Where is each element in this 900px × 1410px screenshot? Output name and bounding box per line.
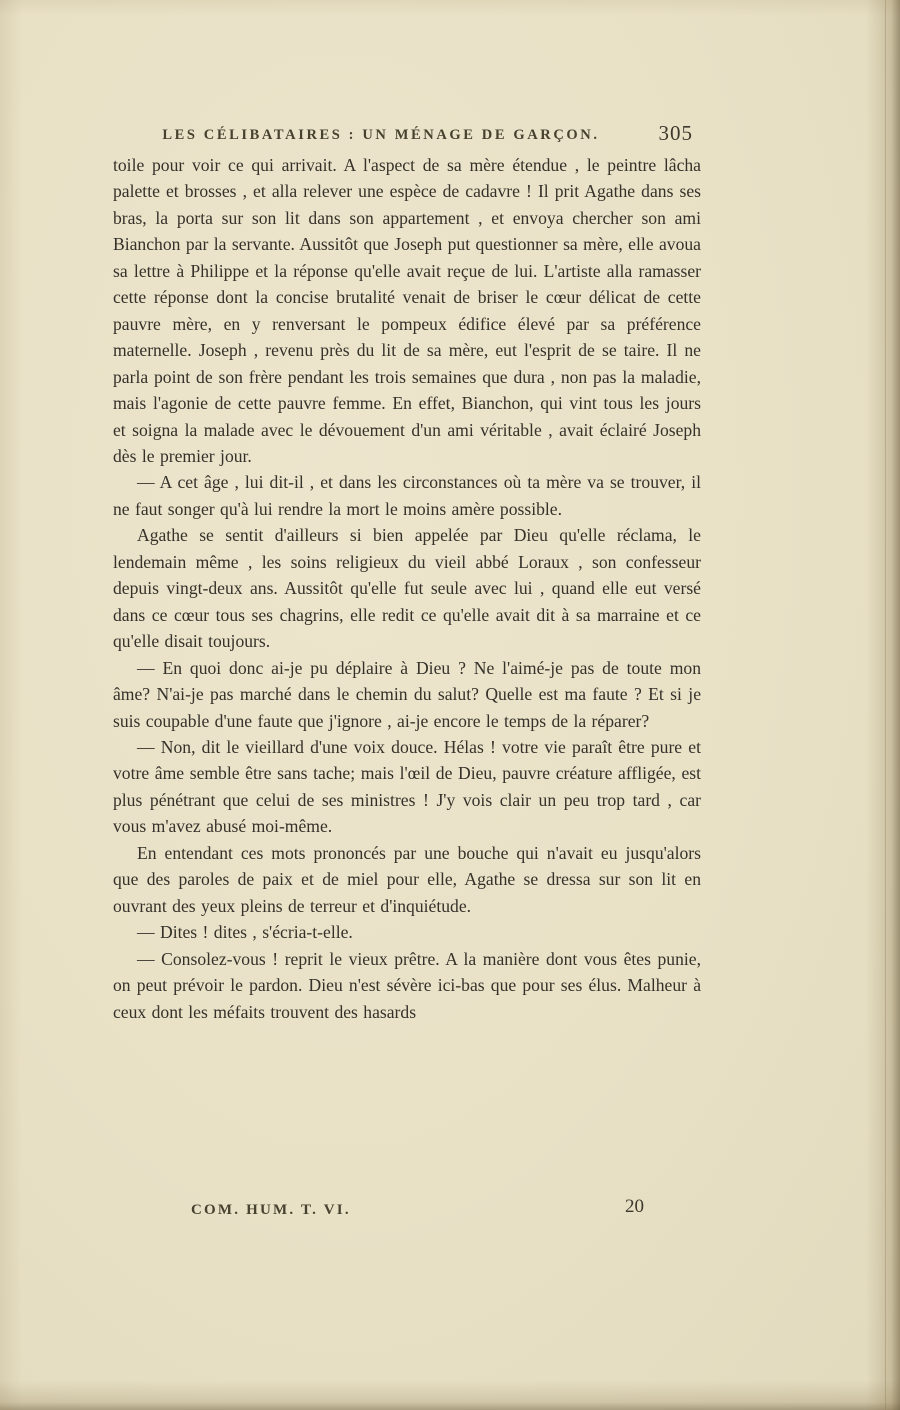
paragraph: En entendant ces mots prononcés par une bouche qui n'avait eu jusqu'alors que des paroles de paix et de miel pour elle, Agathe se dressa sur son lit en ouvrant des yeux pleins de terreur et d'inquiétude. xyxy=(113,842,701,916)
paragraph: Agathe se sentit d'ailleurs si bien appelée par Dieu qu'elle réclama, le lendemain même , les soins religieux du vieil abbé Loraux , son confesseur depuis vingt-deux ans. Aussitôt qu'elle fut seule avec lui , quand elle eut versé dans ce cœur tous ses chagrins, elle redit ce qu'elle avait dit à sa marraine et ce qu'elle disait toujours. xyxy=(113,525,701,652)
paragraph: — A cet âge , lui dit-il , et dans les circonstances où ta mère va se trouver, il ne faut songer qu'à lui rendre la mort le moins amère possible. xyxy=(113,472,701,519)
paragraph: — Consolez-vous ! reprit le vieux prêtre. A la manière dont vous êtes punie, on peut prévoir le pardon. Dieu n'est sévère ici-bas que pour ses élus. Malheur à ceux dont les méfaits trouvent des hasards xyxy=(113,948,701,1022)
paragraph: toile pour voir ce qui arrivait. A l'aspect de sa mère étendue , le peintre lâcha palette et brosses , et alla relever une espèce de cadavre ! Il prit Agathe dans ses bras, la porta sur son lit dans son appartement , et envoya chercher son ami Bianchon par la servante. Aussitôt que Joseph put questionner sa mère, elle avoua sa lettre à Philippe et la réponse qu'elle avait reçue de lui. L'artiste alla ramasser cette réponse dont la concise brutalité venait de briser le cœur délicat de cette pauvre mère, en y renversant le pompeux édifice élevé par sa préférence maternelle. Joseph , revenu près du lit de sa mère, eut l'esprit de se taire. Il ne parla point de son frère pendant les trois semaines que dura , non pas la maladie, mais l'agonie de cette pauvre femme. En effet, Bianchon, qui vint tous les jours et soigna la malade avec le dévouement d'un ami véritable , avait éclairé Joseph dès le premier jour. xyxy=(113,155,701,466)
page-number: 305 xyxy=(658,121,693,145)
paragraph: — Non, dit le vieillard d'une voix douce. Hélas ! votre vie paraît être pure et votre âme semble être sans tache; mais l'œil de Dieu, pauvre créature affligée, est plus pénétrant que celui de ses ministres ! J'y vois clair un peu trop tard , car vous m'avez abusé moi-même. xyxy=(113,736,701,837)
volume-signature: COM. HUM. T. VI. xyxy=(191,1202,351,1218)
paragraph: — Dites ! dites , s'écria-t-elle. xyxy=(137,922,353,943)
page-body xyxy=(113,152,701,1025)
page-footer xyxy=(113,1196,701,1226)
running-title: LES CÉLIBATAIRES : UN MÉNAGE DE GARÇON. xyxy=(162,127,600,143)
paragraph: — En quoi donc ai-je pu déplaire à Dieu ? Ne l'aimé-je pas de toute mon âme? N'ai-je pas marché dans le chemin du salut? Quelle est ma faute ? Et si je suis coupable d'une faute que j'ignore , ai-je encore le temps de la réparer? xyxy=(113,657,701,731)
page-header xyxy=(113,121,701,147)
sheet-number: 20 xyxy=(625,1196,644,1217)
